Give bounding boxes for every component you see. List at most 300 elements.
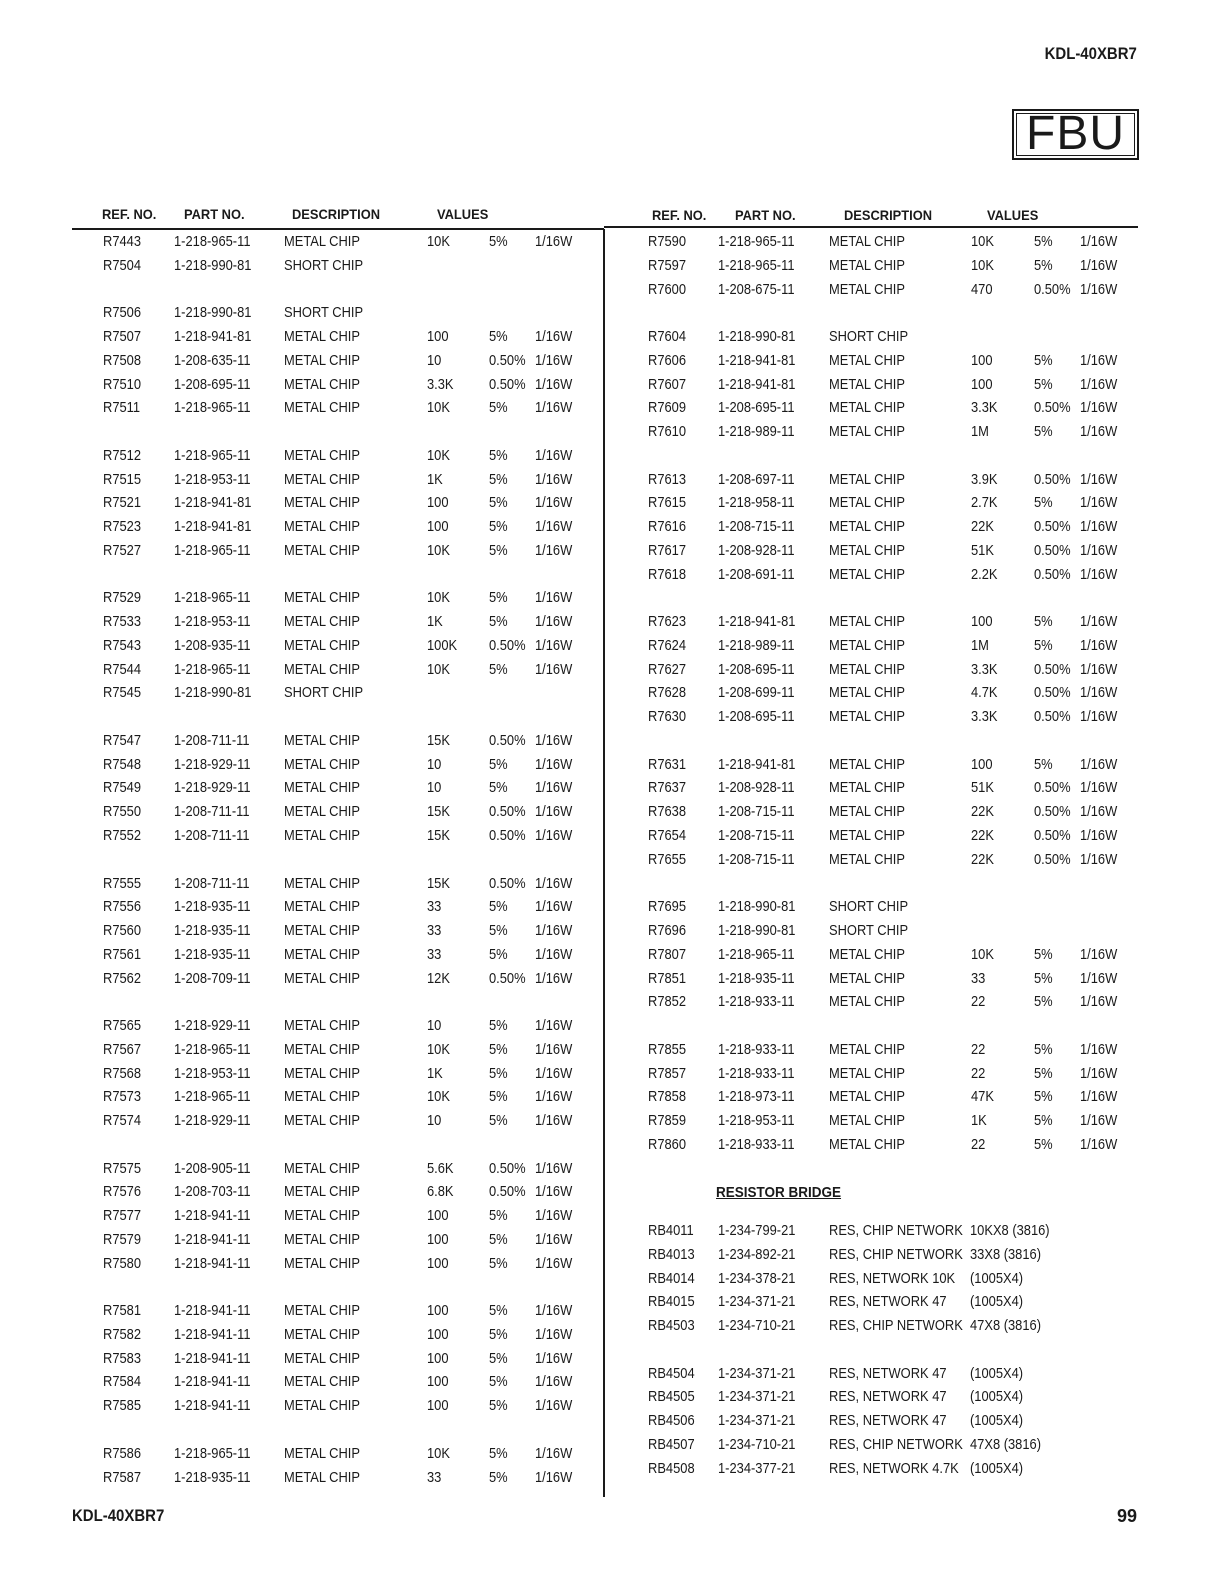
part-no: 1-234-371-21 [718,1364,796,1382]
ref-no: RB4503 [648,1317,695,1335]
ref-no: R7618 [648,565,687,583]
ref-no: R7613 [648,470,687,488]
part-no: 1-218-953-11 [174,613,251,631]
value: 100K [427,636,458,654]
description: METAL CHIP [284,1444,360,1462]
value: 10K [427,589,450,607]
part-no: 1-208-709-11 [174,969,251,987]
ref-no: R7807 [648,945,687,963]
ref-no: R7610 [648,423,687,441]
part-no: 1-208-711-11 [174,731,250,749]
description: METAL CHIP [829,660,905,678]
tolerance: 0.50% [1034,850,1071,868]
part-no: 1-208-715-11 [718,850,795,868]
value: 10K [427,541,450,559]
value: 100 [427,1325,449,1343]
ref-no: R7627 [648,660,687,678]
value: 5.6K [427,1159,454,1177]
part-no: 1-218-929-11 [174,755,251,773]
value: 3.3K [971,660,998,678]
ref-no: R7615 [648,494,687,512]
part-no: 1-234-371-21 [718,1388,796,1406]
tolerance: 5% [489,1088,508,1106]
ref-no: RB4506 [648,1412,695,1430]
description: RES, NETWORK 47 [829,1412,947,1430]
rating: 1/16W [535,494,573,512]
ref-no: R7616 [648,518,687,536]
description: METAL CHIP [829,375,905,393]
part-no: 1-208-711-11 [174,827,250,844]
description: METAL CHIP [284,660,360,678]
part-no: 1-218-941-11 [174,1230,251,1248]
rating: 1/16W [535,922,573,940]
rating: 1/16W [535,803,573,821]
ref-no: R7606 [648,351,687,369]
ref-no: R7568 [103,1064,142,1082]
tolerance: 5% [489,328,508,346]
tolerance: 5% [489,898,508,916]
tolerance: 0.50% [1034,541,1071,559]
value: 100 [971,351,993,369]
description: METAL CHIP [829,850,905,868]
part-no: 1-218-965-11 [174,1444,251,1462]
part-no: 1-208-715-11 [718,518,795,536]
ref-no: RB4015 [648,1293,695,1311]
part-no: 1-208-711-11 [174,874,250,892]
part-no: 1-208-905-11 [174,1159,251,1177]
ref-no: R7527 [103,541,142,559]
part-no: 1-218-941-11 [174,1207,251,1225]
description: METAL CHIP [829,945,905,963]
part-no: 1-208-697-11 [718,470,795,488]
tolerance: 5% [1034,1112,1053,1130]
ref-no: R7561 [103,945,142,963]
ref-no: R7624 [648,636,687,654]
part-no: 1-218-953-11 [174,470,251,488]
tolerance: 0.50% [489,731,526,749]
ref-no: R7574 [103,1112,142,1130]
tolerance: 5% [489,1064,508,1082]
description: METAL CHIP [284,1230,360,1248]
rating: 1/16W [535,827,573,844]
tolerance: 5% [489,1017,508,1035]
rating: 1/16W [535,898,573,916]
ref-no: R7586 [103,1444,142,1462]
ref-no: R7548 [103,755,142,773]
value: 22K [971,518,994,536]
ref-no: R7607 [648,375,687,393]
rating: 1/16W [535,1088,573,1106]
rating: 1/16W [535,1112,573,1130]
col-header-part-right: PART NO. [735,207,796,223]
description: METAL CHIP [829,399,905,417]
ref-no: R7857 [648,1064,687,1082]
tolerance: 5% [489,589,508,607]
description: METAL CHIP [829,280,905,298]
rating: 1/16W [1080,375,1118,393]
tolerance: 5% [1034,1135,1053,1153]
rating: 1/16W [1080,1112,1118,1130]
ref-no: R7515 [103,470,142,488]
ref-no: R7549 [103,779,142,797]
ref-no: R7510 [103,375,142,393]
ref-no: RB4508 [648,1459,695,1477]
description: METAL CHIP [829,993,905,1011]
ref-no: R7504 [103,256,142,274]
value: 47X8 (3816) [970,1317,1042,1335]
value: 51K [971,541,994,559]
part-no: 1-218-935-11 [718,969,795,987]
ref-no: R7597 [648,256,687,274]
value: 10K [427,446,450,464]
description: RES, CHIP NETWORK [829,1222,963,1239]
tolerance: 5% [489,1444,508,1462]
description: METAL CHIP [829,256,905,274]
rating: 1/16W [535,351,573,369]
description: METAL CHIP [829,1040,905,1058]
ref-no: R7623 [648,613,687,631]
value: 47X8 (3816) [970,1435,1042,1453]
value: 100 [427,1230,449,1248]
rating: 1/16W [1080,827,1118,844]
rating: 1/16W [1080,1064,1118,1082]
description: METAL CHIP [829,613,905,631]
ref-no: R7550 [103,803,142,821]
part-no: 1-218-941-81 [174,328,252,346]
description: METAL CHIP [829,494,905,512]
tolerance: 5% [1034,1088,1053,1106]
description: METAL CHIP [829,1112,905,1130]
part-no: 1-208-675-11 [718,280,795,298]
value: 22K [971,850,994,868]
value: 10K [971,256,994,274]
value: 22K [971,827,994,844]
rating: 1/16W [535,1349,573,1367]
value: 1K [427,470,443,488]
value: 10K [427,660,450,678]
description: METAL CHIP [284,375,360,393]
value: (1005X4) [970,1412,1024,1430]
rating: 1/16W [1080,1040,1118,1058]
rating: 1/16W [1080,423,1118,441]
value: (1005X4) [970,1388,1024,1406]
description: METAL CHIP [829,541,905,559]
ref-no: R7508 [103,351,142,369]
tolerance: 5% [1034,636,1053,654]
value: 33 [427,898,442,916]
tolerance: 0.50% [489,1183,526,1201]
rating: 1/16W [1080,541,1118,559]
rating: 1/16W [1080,399,1118,417]
value: 100 [971,613,993,631]
value: 10K [971,945,994,963]
rating: 1/16W [1080,280,1118,298]
resistor-bridge-title: RESISTOR BRIDGE [716,1184,842,1201]
ref-no: R7696 [648,922,687,940]
description: METAL CHIP [829,565,905,583]
value: 100 [427,1397,449,1415]
rating: 1/16W [535,1254,573,1272]
ref-no: R7556 [103,898,142,916]
tolerance: 5% [489,233,508,250]
rating: 1/16W [535,1183,573,1201]
description: METAL CHIP [284,922,360,940]
ref-no: R7560 [103,922,142,940]
part-no: 1-208-635-11 [174,351,251,369]
ref-no: R7851 [648,969,687,987]
value: 22 [971,1040,986,1058]
description: RES, CHIP NETWORK [829,1317,963,1335]
tolerance: 5% [1034,494,1053,512]
part-no: 1-234-892-21 [718,1245,796,1263]
part-no: 1-218-941-11 [174,1373,251,1391]
model-number-header: KDL-40XBR7 [1044,44,1137,63]
part-no: 1-218-965-11 [174,660,251,678]
value: 10KX8 (3816) [970,1222,1050,1239]
ref-no: R7562 [103,969,142,987]
part-no: 1-218-935-11 [174,922,251,940]
ref-no: R7852 [648,993,687,1011]
tolerance: 0.50% [1034,708,1071,726]
value: 1K [971,1112,987,1130]
value: 22K [971,803,994,821]
part-no: 1-218-965-11 [718,233,795,250]
part-no: 1-218-953-11 [718,1112,795,1130]
description: METAL CHIP [284,945,360,963]
tolerance: 5% [1034,969,1053,987]
tolerance: 5% [489,1230,508,1248]
description: METAL CHIP [284,1159,360,1177]
value: 22 [971,1064,986,1082]
rating: 1/16W [1080,613,1118,631]
value: 2.2K [971,565,998,583]
tolerance: 0.50% [1034,660,1071,678]
tolerance: 5% [489,518,508,536]
rating: 1/16W [1080,351,1118,369]
part-no: 1-208-711-11 [174,803,250,821]
ref-no: R7545 [103,684,142,702]
tolerance: 0.50% [1034,779,1071,797]
rating: 1/16W [1080,256,1118,274]
value: 1K [427,613,443,631]
header-rule-left [72,228,604,230]
rating: 1/16W [535,1444,573,1462]
part-no: 1-208-695-11 [174,375,251,393]
part-no: 1-218-965-11 [174,233,251,250]
rating: 1/16W [1080,945,1118,963]
part-no: 1-218-965-11 [718,256,795,274]
ref-no: R7600 [648,280,687,298]
ref-no: R7859 [648,1112,687,1130]
value: (1005X4) [970,1459,1024,1477]
value: 10 [427,779,442,797]
ref-no: RB4507 [648,1435,695,1453]
description: METAL CHIP [284,446,360,464]
ref-no: R7565 [103,1017,142,1035]
part-no: 1-218-958-11 [718,494,795,512]
description: METAL CHIP [284,1088,360,1106]
rating: 1/16W [535,969,573,987]
rating: 1/16W [535,541,573,559]
ref-no: R7512 [103,446,142,464]
ref-no: RB4505 [648,1388,695,1406]
ref-no: R7604 [648,328,687,346]
ref-no: R7533 [103,613,142,631]
tolerance: 5% [489,613,508,631]
value: 10K [427,233,450,250]
value: 33 [427,1468,442,1486]
part-no: 1-208-935-11 [174,636,251,654]
description: METAL CHIP [284,898,360,916]
description: METAL CHIP [284,328,360,346]
description: METAL CHIP [284,1397,360,1415]
part-no: 1-208-695-11 [718,708,795,726]
description: METAL CHIP [284,874,360,892]
description: METAL CHIP [284,1183,360,1201]
ref-no: R7573 [103,1088,142,1106]
ref-no: R7628 [648,684,687,702]
rating: 1/16W [1080,1135,1118,1153]
part-no: 1-218-965-11 [174,589,251,607]
part-no: 1-234-371-21 [718,1293,796,1311]
value: 10 [427,351,442,369]
tolerance: 0.50% [1034,803,1071,821]
tolerance: 0.50% [489,351,526,369]
description: METAL CHIP [829,233,905,250]
part-no: 1-208-928-11 [718,779,795,797]
tolerance: 5% [489,1373,508,1391]
description: METAL CHIP [829,684,905,702]
tolerance: 5% [1034,993,1053,1011]
rating: 1/16W [1080,1088,1118,1106]
description: RES, NETWORK 47 [829,1364,947,1382]
description: METAL CHIP [284,1112,360,1130]
description: RES, CHIP NETWORK [829,1435,963,1453]
rating: 1/16W [535,328,573,346]
description: METAL CHIP [284,233,360,250]
rating: 1/16W [1080,850,1118,868]
part-no: 1-218-965-11 [174,1088,251,1106]
rating: 1/16W [535,446,573,464]
tolerance: 0.50% [489,803,526,821]
part-no: 1-208-695-11 [718,399,795,417]
part-no: 1-218-941-81 [174,518,252,536]
part-no: 1-218-935-11 [174,945,251,963]
description: METAL CHIP [829,636,905,654]
description: METAL CHIP [284,636,360,654]
part-no: 1-218-941-81 [718,613,796,631]
tolerance: 5% [1034,613,1053,631]
part-no: 1-234-377-21 [718,1459,796,1477]
tolerance: 5% [489,1302,508,1320]
value: 10K [427,1040,450,1058]
ref-no: R7555 [103,874,142,892]
part-no: 1-234-799-21 [718,1222,796,1239]
value: 33 [971,969,986,987]
value: 12K [427,969,450,987]
description: METAL CHIP [829,969,905,987]
part-no: 1-218-989-11 [718,423,795,441]
part-no: 1-218-965-11 [174,541,251,559]
rating: 1/16W [535,636,573,654]
ref-no: R7521 [103,494,142,512]
ref-no: R7630 [648,708,687,726]
value: 1K [427,1064,443,1082]
description: METAL CHIP [284,1254,360,1272]
description: METAL CHIP [829,423,905,441]
description: METAL CHIP [284,589,360,607]
part-no: 1-218-929-11 [174,1017,251,1035]
description: METAL CHIP [829,708,905,726]
part-no: 1-218-965-11 [174,1040,251,1058]
value: 10K [427,1088,450,1106]
tolerance: 5% [1034,1040,1053,1058]
tolerance: 0.50% [1034,470,1071,488]
value: 100 [971,755,993,773]
part-no: 1-218-941-11 [174,1397,251,1415]
rating: 1/16W [535,660,573,678]
tolerance: 0.50% [1034,399,1071,417]
col-header-desc: DESCRIPTION [292,206,381,222]
tolerance: 5% [489,660,508,678]
rating: 1/16W [535,1325,573,1343]
part-no: 1-218-989-11 [718,636,795,654]
ref-no: R7544 [103,660,142,678]
col-header-ref-right: REF. NO. [652,207,707,223]
tolerance: 5% [489,779,508,797]
col-header-part: PART NO. [184,206,245,222]
ref-no: R7523 [103,518,142,536]
description: METAL CHIP [284,1302,360,1320]
tolerance: 0.50% [489,827,526,844]
value: 6.8K [427,1183,454,1201]
description: METAL CHIP [284,779,360,797]
ref-no: R7584 [103,1373,142,1391]
tolerance: 5% [489,1207,508,1225]
ref-no: R7587 [103,1468,142,1486]
ref-no: R7543 [103,636,142,654]
tolerance: 5% [489,1349,508,1367]
description: METAL CHIP [284,803,360,821]
part-no: 1-208-715-11 [718,827,795,844]
rating: 1/16W [535,731,573,749]
tolerance: 5% [489,1397,508,1415]
part-no: 1-218-941-11 [174,1325,251,1343]
value: 10 [427,1112,442,1130]
col-header-ref: REF. NO. [102,206,157,222]
tolerance: 5% [1034,1064,1053,1082]
value: 10K [427,399,450,417]
description: RES, CHIP NETWORK [829,1245,963,1263]
ref-no: R7506 [103,304,142,322]
part-no: 1-208-715-11 [718,803,795,821]
part-no: 1-208-928-11 [718,541,795,559]
part-no: 1-218-973-11 [718,1088,795,1106]
rating: 1/16W [535,1468,573,1486]
value: 100 [427,1207,449,1225]
tolerance: 5% [1034,945,1053,963]
col-header-values: VALUES [437,206,489,222]
rating: 1/16W [535,1230,573,1248]
ref-no: R7590 [648,233,687,250]
part-no: 1-218-929-11 [174,1112,251,1130]
part-no: 1-218-941-11 [174,1254,251,1272]
description: METAL CHIP [284,1373,360,1391]
tolerance: 5% [1034,351,1053,369]
rating: 1/16W [1080,803,1118,821]
value: (1005X4) [970,1269,1024,1287]
rating: 1/16W [535,755,573,773]
